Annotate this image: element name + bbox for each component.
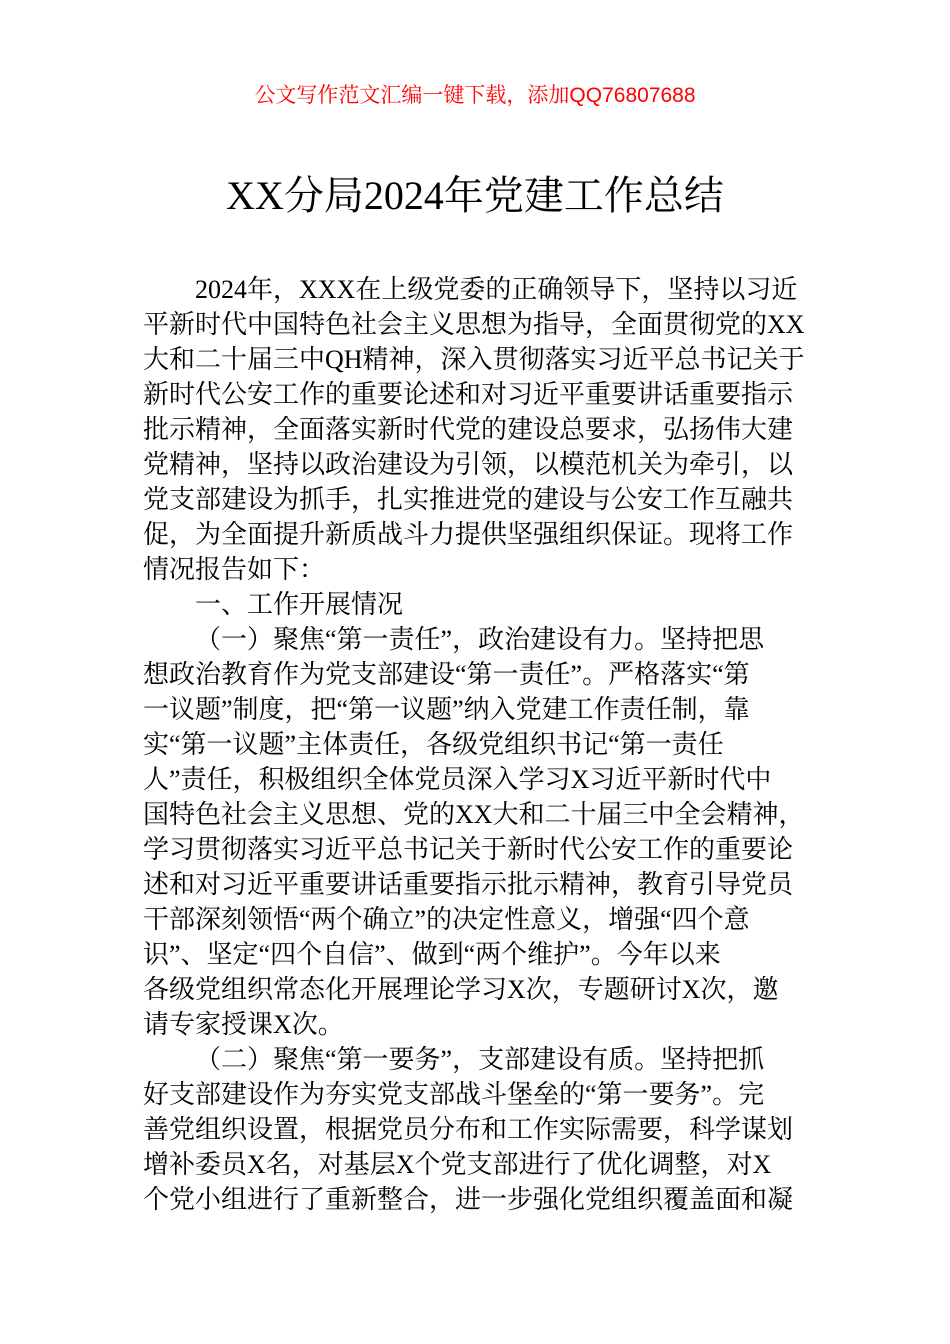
body-line: （二）聚焦“第一要务”，支部建设有质。坚持把抓: [195, 1045, 765, 1074]
body-line: 情况报告如下：: [143, 555, 326, 584]
body-line: 干部深刻领悟“两个确立”的决定性意义，增强“四个意: [143, 905, 750, 934]
body-line: （一）聚焦“第一责任”，政治建设有力。坚持把思: [195, 625, 765, 654]
body-line: 国特色社会主义思想、党的XX大和二十届三中全会精神，: [143, 800, 805, 829]
body-line: 大和二十届三中QH精神，深入贯彻落实习近平总书记关于: [143, 345, 805, 374]
body-line: 学习贯彻落实习近平总书记关于新时代公安工作的重要论: [143, 835, 794, 864]
body-line: 想政治教育作为党支部建设“第一责任”。严格落实“第: [143, 660, 750, 689]
section-heading-line: 一、工作开展情况: [195, 590, 404, 619]
body-line: 平新时代中国特色社会主义思想为指导，全面贯彻党的XX: [143, 310, 805, 339]
body-line: 批示精神，全面落实新时代党的建设总要求，弘扬伟大建: [143, 415, 794, 444]
body-line: 请专家授课X次。: [143, 1010, 344, 1039]
body-line: 增补委员X名，对基层X个党支部进行了优化调整，对X: [143, 1150, 772, 1179]
body-line: 个党小组进行了重新整合，进一步强化党组织覆盖面和凝: [143, 1185, 794, 1214]
body-line: 人”责任，积极组织全体党员深入学习X习近平新时代中: [143, 765, 772, 794]
body-line: 实“第一议题”主体责任，各级党组织书记“第一责任: [143, 730, 724, 759]
body-line: 一议题”制度，把“第一议题”纳入党建工作责任制，靠: [143, 695, 750, 724]
body-line: 识”、坚定“四个自信”、做到“两个维护”。今年以来: [143, 940, 721, 969]
document-body: [143, 272, 807, 1217]
body-line: 党支部建设为抓手，扎实推进党的建设与公安工作互融共: [143, 485, 794, 514]
body-line: 善党组织设置，根据党员分布和工作实际需要，科学谋划: [143, 1115, 794, 1144]
promo-banner: 公文写作范文汇编一键下载，添加QQ76807688: [254, 84, 696, 107]
body-line: 新时代公安工作的重要论述和对习近平重要讲话重要指示: [143, 380, 794, 409]
document-title: XX分局2024年党建工作总结: [226, 173, 724, 218]
body-line: 好支部建设作为夯实党支部战斗堡垒的“第一要务”。完: [143, 1080, 765, 1109]
body-line: 各级党组织常态化开展理论学习X次，专题研讨X次，邀: [143, 975, 779, 1004]
body-line: 党精神，坚持以政治建设为引领，以模范机关为牵引，以: [143, 450, 794, 479]
body-line: 述和对习近平重要讲话重要指示批示精神，教育引导党员: [143, 870, 794, 899]
body-line: 2024年，XXX在上级党委的正确领导下，坚持以习近: [195, 275, 798, 304]
body-line: 促，为全面提升新质战斗力提供坚强组织保证。现将工作: [143, 520, 794, 549]
